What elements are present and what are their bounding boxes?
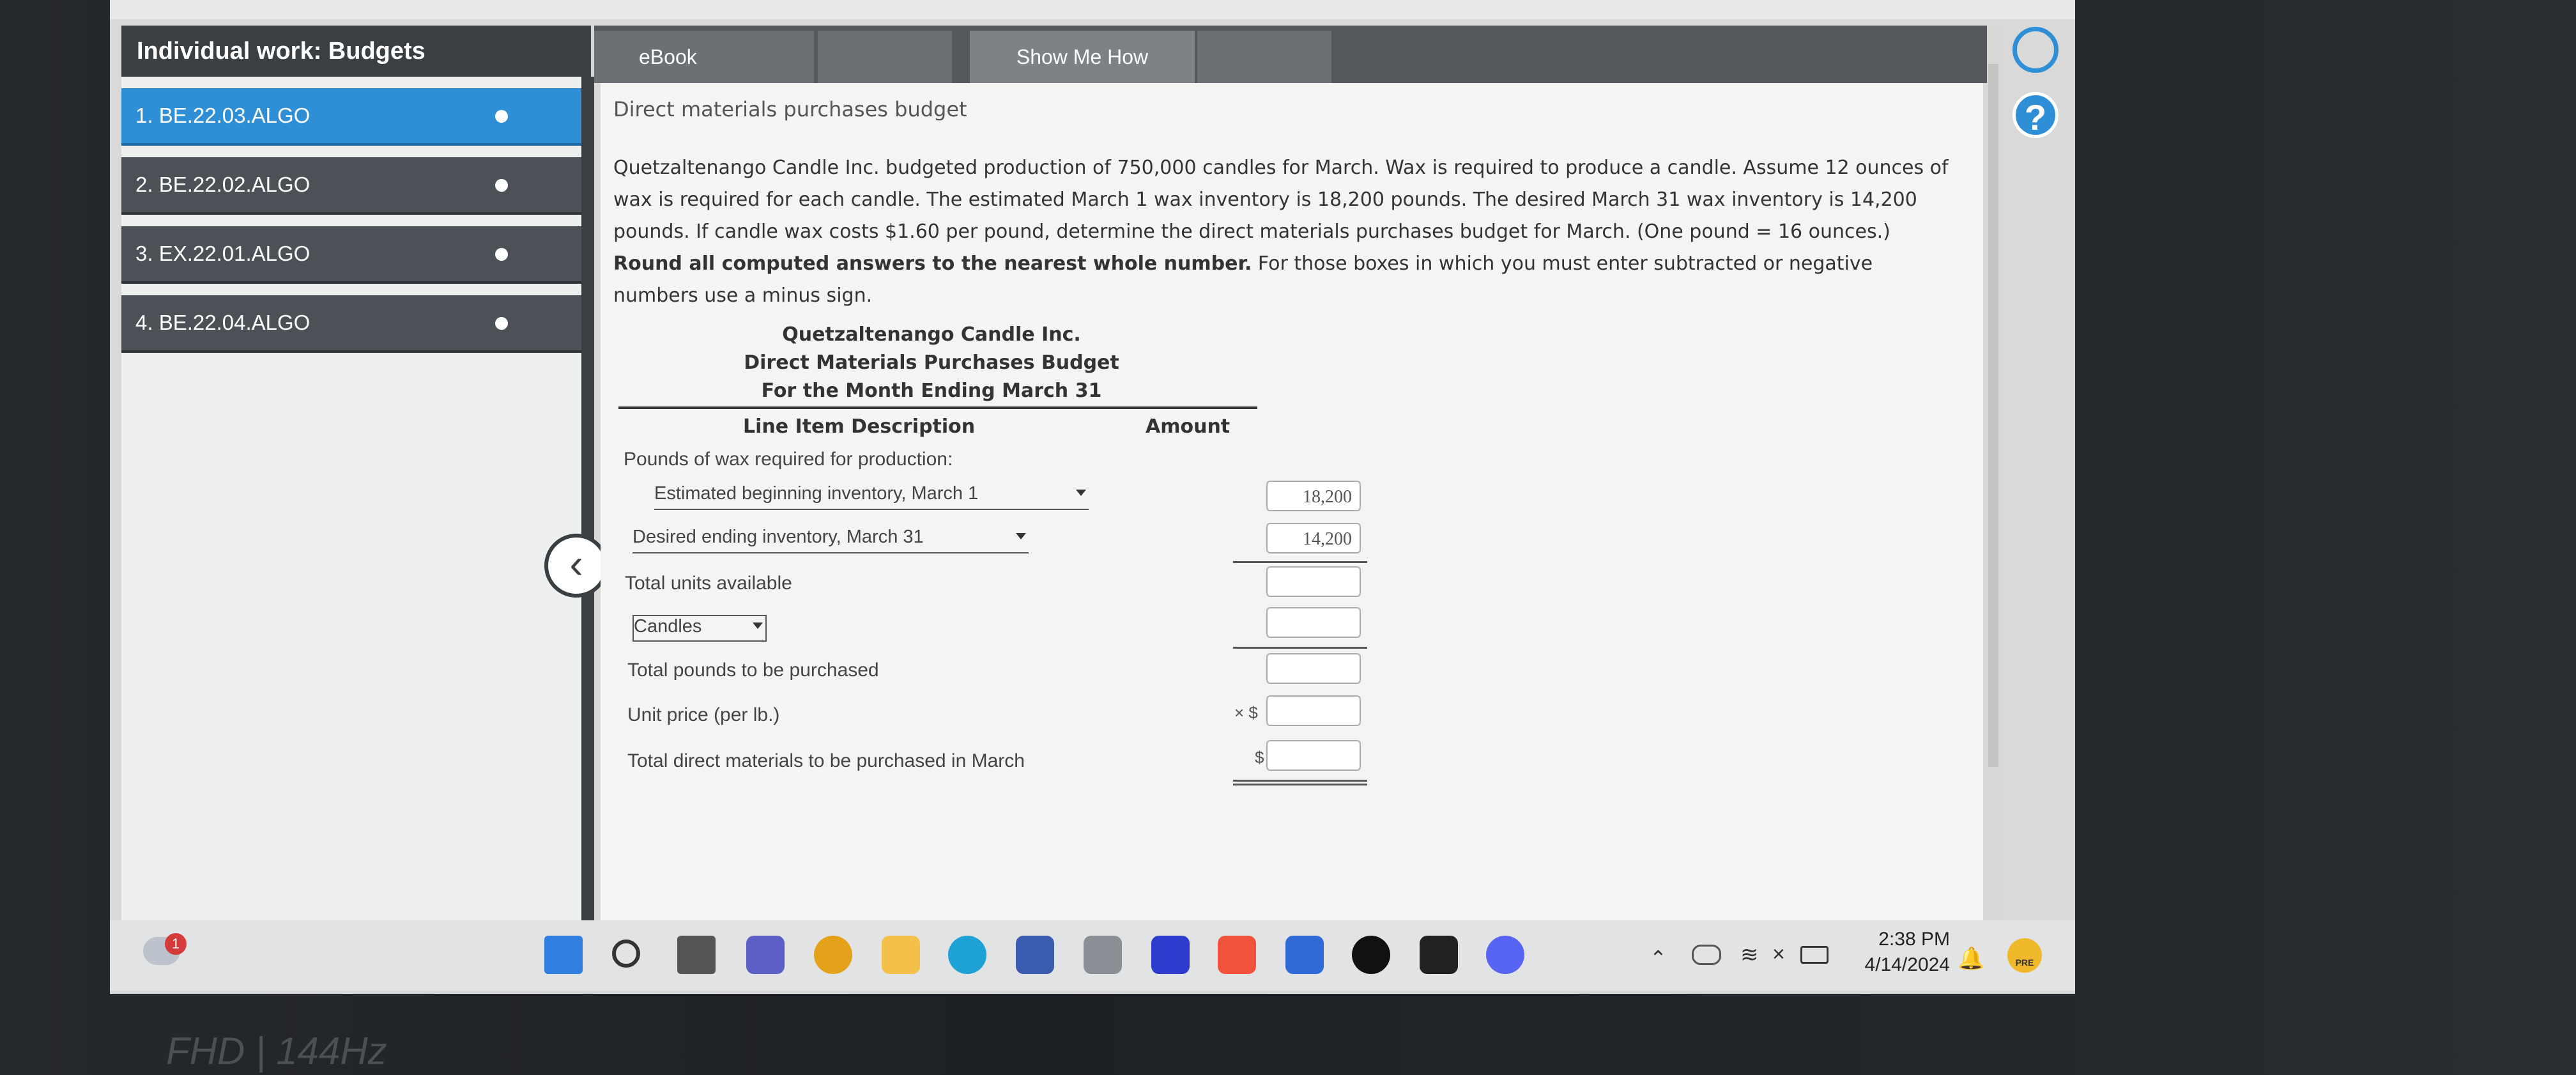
row-total-pounds-label: Total pounds to be purchased xyxy=(627,660,879,681)
chevron-up-icon[interactable]: ⌃ xyxy=(1650,947,1667,970)
app-cube-icon[interactable] xyxy=(1084,936,1122,974)
row-required-label: Pounds of wax required for production: xyxy=(624,449,953,470)
tab-ebook-extension[interactable] xyxy=(818,31,952,83)
status-dot-icon xyxy=(495,110,508,123)
dropdown-value: Candles xyxy=(634,616,702,637)
subtotal-rule xyxy=(1233,561,1367,563)
budget-period: For the Month Ending March 31 xyxy=(761,380,1102,402)
task-view-icon[interactable] xyxy=(677,936,716,974)
browser-edge xyxy=(110,0,2075,19)
notification-bell-icon[interactable]: 🔔 xyxy=(1958,947,1985,971)
teams-icon[interactable] xyxy=(746,936,785,974)
sidebar-item-label: 3. EX.22.01.ALGO xyxy=(135,242,310,265)
edge-icon[interactable] xyxy=(948,936,986,974)
question-text-part1: Quetzaltenango Candle Inc. budgeted production of 750,000 candles for March. Wax is required to produce a candle. Assume 12 ounces of wax is required for each candle. The estimated March 1 wax inventory is 18,200 pounds. The desired March 31 wax inventory is 14,200 pounds. If candle wax costs $1.60 per pound, determine the direct materials purchases budget for March. (One pound = 16 ounces.) xyxy=(613,157,1949,243)
tab-ebook[interactable]: eBook xyxy=(594,31,814,83)
chrome-icon[interactable] xyxy=(814,936,852,974)
discord-icon[interactable] xyxy=(1486,936,1524,974)
speaker-muted-icon[interactable]: × xyxy=(1772,942,1785,966)
clock[interactable] xyxy=(1841,927,1950,978)
capcut-icon[interactable] xyxy=(1420,936,1458,974)
amount-total-units[interactable] xyxy=(1266,566,1361,597)
windows-taskbar xyxy=(110,920,2075,991)
amount-candles[interactable] xyxy=(1266,607,1361,638)
tab-bar xyxy=(594,26,1987,83)
total-double-rule xyxy=(1233,784,1367,785)
chevron-down-icon xyxy=(753,623,763,629)
copilot-icon[interactable] xyxy=(2007,938,2042,973)
status-dot-icon xyxy=(495,317,508,330)
tab-show-me-how-extension[interactable] xyxy=(1197,31,1331,83)
sidebar-item-3[interactable] xyxy=(121,226,585,284)
subtotal-rule xyxy=(1233,647,1367,649)
scrollbar-thumb[interactable] xyxy=(1988,64,1998,767)
row-total-units-label: Total units available xyxy=(625,573,792,594)
status-dot-icon xyxy=(495,179,508,192)
dropdown-candles[interactable] xyxy=(632,615,767,642)
chevron-down-icon xyxy=(1016,533,1026,539)
column-headers xyxy=(618,409,1245,445)
tab-show-me-how[interactable]: Show Me How xyxy=(970,31,1195,83)
question-text-bold: Round all computed answers to the nearest whole number. xyxy=(613,252,1252,275)
panel-divider[interactable] xyxy=(581,77,594,920)
dropdown-value: Estimated beginning inventory, March 1 xyxy=(654,483,979,504)
file-explorer-icon[interactable] xyxy=(882,936,920,974)
question-title: Direct materials purchases budget xyxy=(613,97,967,121)
budget-company: Quetzaltenango Candle Inc. xyxy=(782,323,1081,346)
total-rule xyxy=(1233,780,1367,782)
battery-icon[interactable] xyxy=(1800,946,1828,964)
budget-title: Direct Materials Purchases Budget xyxy=(744,352,1119,374)
notification-badge: 1 xyxy=(165,933,187,955)
tiktok-icon[interactable] xyxy=(1352,936,1390,974)
clock-time: 2:38 PM xyxy=(1878,929,1950,950)
row-total-dm-label: Total direct materials to be purchased in March xyxy=(627,750,1025,771)
col-header-amount: Amount xyxy=(1146,415,1230,438)
brave-icon[interactable] xyxy=(1218,936,1256,974)
amount-total-dm[interactable] xyxy=(1266,740,1361,771)
sidebar-title: Individual work: Budgets xyxy=(121,26,591,77)
store-icon[interactable] xyxy=(1016,936,1054,974)
sidebar-item-label: 1. BE.22.03.ALGO xyxy=(135,104,310,127)
collapse-sidebar-button[interactable] xyxy=(544,534,608,598)
question-panel xyxy=(601,83,1983,920)
headset-support-icon[interactable] xyxy=(2012,27,2058,73)
copilot-pre-label: PRE xyxy=(2015,957,2034,968)
laptop-screen xyxy=(110,0,2075,994)
dropdown-beginning-inventory[interactable] xyxy=(654,483,1089,510)
help-button[interactable] xyxy=(2012,92,2058,138)
amount-ending-inventory[interactable]: 14,200 xyxy=(1266,523,1361,553)
chevron-left-icon: ‹ xyxy=(569,541,583,587)
app-bag-icon[interactable] xyxy=(1285,936,1324,974)
dropdown-value: Desired ending inventory, March 31 xyxy=(632,527,924,547)
amount-unit-price[interactable] xyxy=(1266,695,1361,726)
app-m-icon[interactable] xyxy=(1151,936,1190,974)
row-unit-price-label: Unit price (per lb.) xyxy=(627,704,780,725)
col-header-description: Line Item Description xyxy=(743,415,976,438)
status-dot-icon xyxy=(495,248,508,261)
assignment-sidebar xyxy=(121,26,591,920)
amount-total-pounds[interactable] xyxy=(1266,653,1361,684)
budget-table xyxy=(618,321,1245,445)
clock-date: 4/14/2024 xyxy=(1864,954,1950,975)
unit-price-prefix: × $ xyxy=(1234,703,1258,722)
sidebar-item-label: 2. BE.22.02.ALGO xyxy=(135,173,310,196)
dropdown-ending-inventory[interactable] xyxy=(632,527,1029,553)
question-text-part2: For those boxes in which you must enter subtracted or negative numbers use a minus sign. xyxy=(613,252,1873,307)
amount-beginning-inventory[interactable]: 18,200 xyxy=(1266,481,1361,511)
sidebar-item-2[interactable] xyxy=(121,157,585,215)
scrollbar[interactable] xyxy=(1987,26,2000,920)
laptop-bezel-label: FHD | 144Hz xyxy=(166,1030,387,1072)
windows-start-icon[interactable] xyxy=(544,936,583,974)
sidebar-item-1[interactable] xyxy=(121,88,585,146)
question-mark-icon: ? xyxy=(2024,97,2047,137)
sidebar-item-4[interactable] xyxy=(121,295,585,353)
sidebar-item-label: 4. BE.22.04.ALGO xyxy=(135,311,310,334)
total-dm-prefix: $ xyxy=(1255,748,1264,767)
question-text xyxy=(613,152,1961,312)
search-icon[interactable] xyxy=(612,940,640,968)
chevron-down-icon xyxy=(1076,490,1086,496)
wifi-icon[interactable]: ≋ xyxy=(1740,943,1759,967)
onedrive-icon[interactable] xyxy=(1692,945,1721,965)
